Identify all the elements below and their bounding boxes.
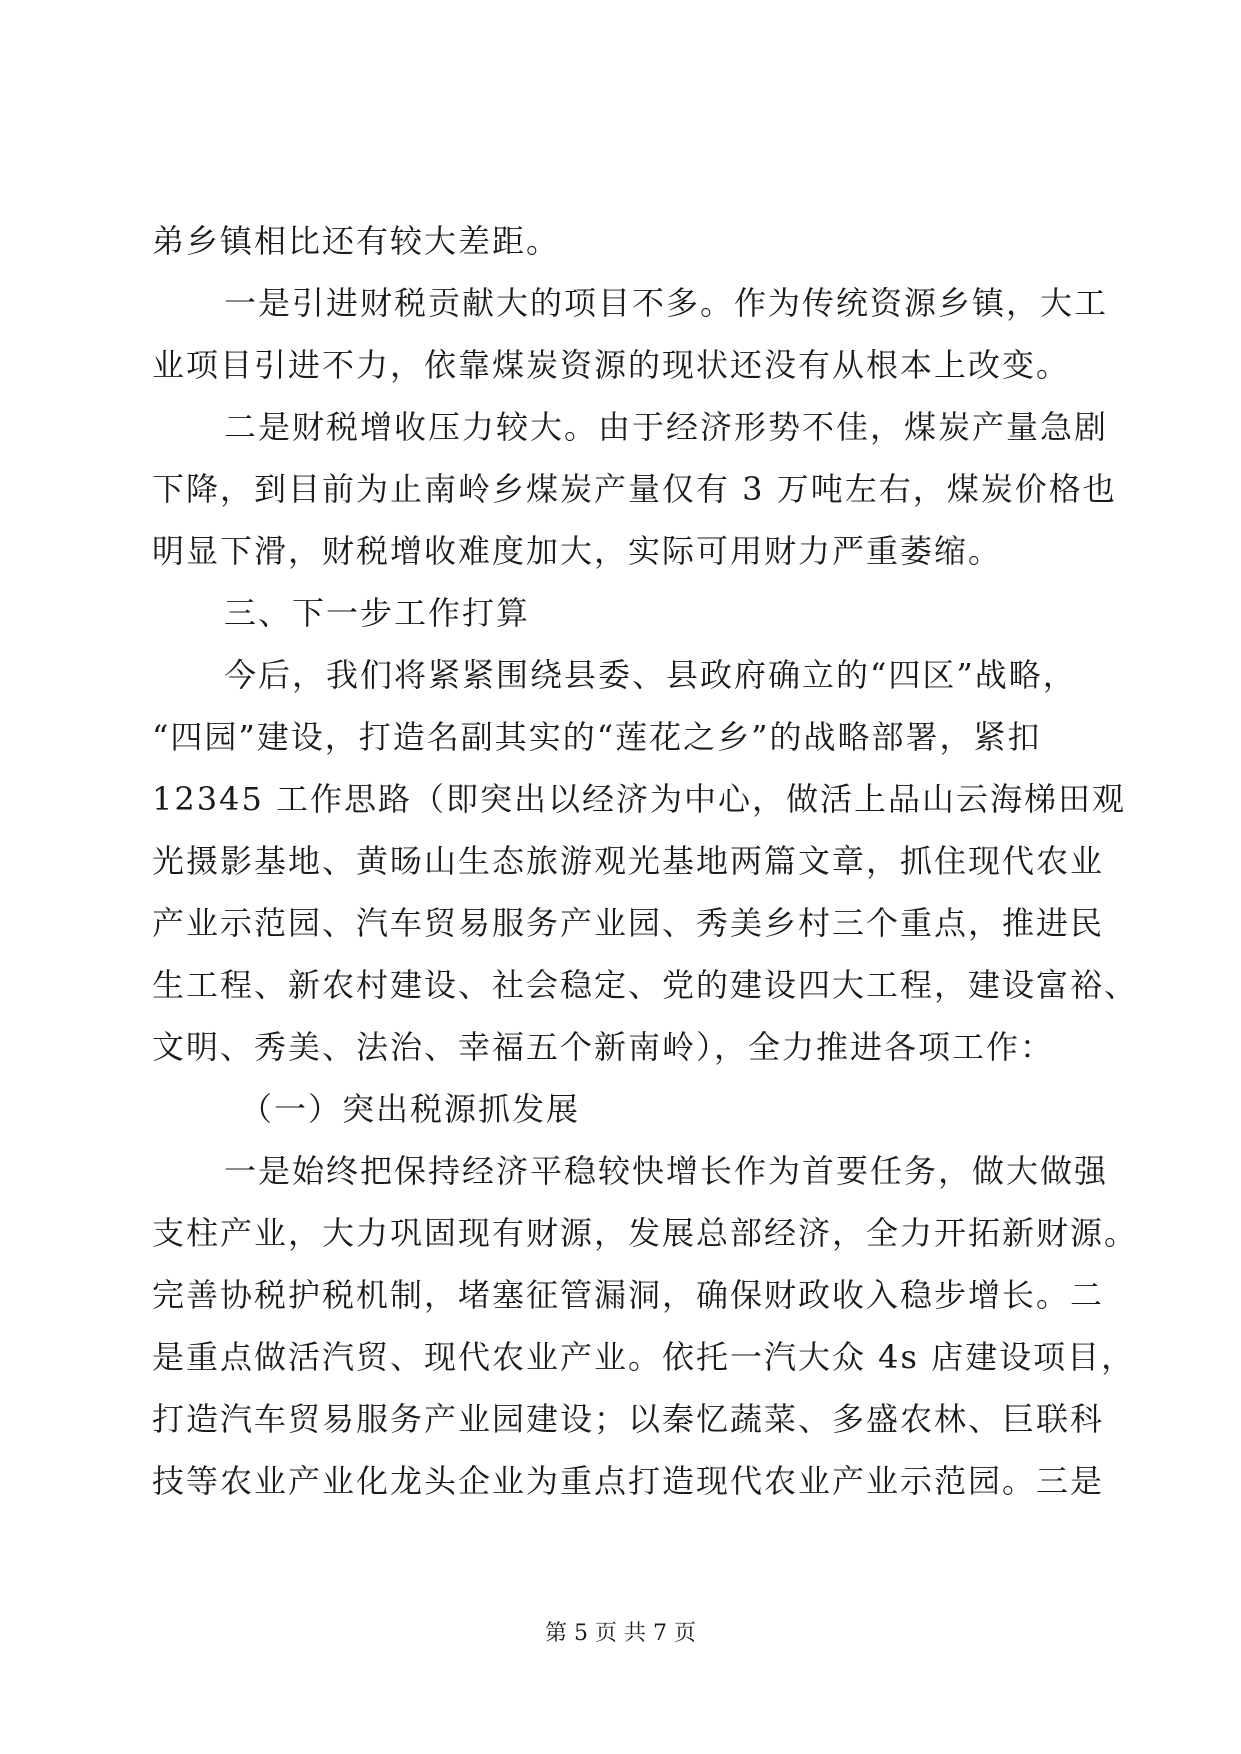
text-line: 下降，到目前为止南岭乡煤炭产量仅有 3 万吨左右，煤炭价格也 bbox=[152, 470, 1117, 508]
document-body bbox=[152, 210, 1139, 1512]
text-line: 二是财税增收压力较大。由于经济形势不佳，煤炭产量急剧 bbox=[224, 408, 1109, 446]
text-line: 光摄影基地、黄旸山生态旅游观光基地两篇文章，抓住现代农业 bbox=[152, 842, 1105, 880]
text-line: 支柱产业，大力巩固现有财源，发展总部经济，全力开拓新财源。 bbox=[152, 1214, 1139, 1252]
text-line: 文明、秀美、法治、幸福五个新南岭），全力推进各项工作： bbox=[152, 1028, 1055, 1066]
subsection-heading: （一）突出税源抓发展 bbox=[240, 1090, 581, 1128]
text-line: 技等农业产业化龙头企业为重点打造现代农业产业示范园。三是 bbox=[152, 1462, 1105, 1500]
page-footer bbox=[0, 1616, 1241, 1647]
page-number: 第 5 页 共 7 页 bbox=[545, 1621, 696, 1646]
text-line: 是重点做活汽贸、现代农业产业。依托一汽大众 4s 店建设项目， bbox=[152, 1338, 1136, 1376]
text-line: 打造汽车贸易服务产业园建设；以秦忆蔬菜、多盛农林、巨联科 bbox=[152, 1400, 1105, 1438]
text-line: 一是始终把保持经济平稳较快增长作为首要任务，做大做强 bbox=[224, 1152, 1109, 1190]
text-line: 生工程、新农村建设、社会稳定、党的建设四大工程，建设富裕、 bbox=[152, 966, 1139, 1004]
text-line: 明显下滑，财税增收难度加大，实际可用财力严重萎缩。 bbox=[152, 532, 1003, 570]
text-line: “四园”建设，打造名副其实的“莲花之乡”的战略部署，紧扣 bbox=[152, 718, 1042, 756]
text-line: 一是引进财税贡献大的项目不多。作为传统资源乡镇，大工 bbox=[224, 284, 1109, 322]
text-line: 今后，我们将紧紧围绕县委、县政府确立的“四区”战略， bbox=[224, 656, 1077, 694]
text-line: 业项目引进不力，依靠煤炭资源的现状还没有从根本上改变。 bbox=[152, 346, 1071, 384]
text-line: 完善协税护税机制，堵塞征管漏洞，确保财政收入稳步增长。二 bbox=[152, 1276, 1105, 1314]
text-line: 产业示范园、汽车贸易服务产业园、秀美乡村三个重点，推进民 bbox=[152, 904, 1105, 942]
text-line: 弟乡镇相比还有较大差距。 bbox=[152, 222, 561, 260]
text-line: 12345 工作思路（即突出以经济为中心，做活上品山云海梯田观 bbox=[152, 780, 1126, 818]
section-heading: 三、下一步工作打算 bbox=[224, 594, 531, 632]
